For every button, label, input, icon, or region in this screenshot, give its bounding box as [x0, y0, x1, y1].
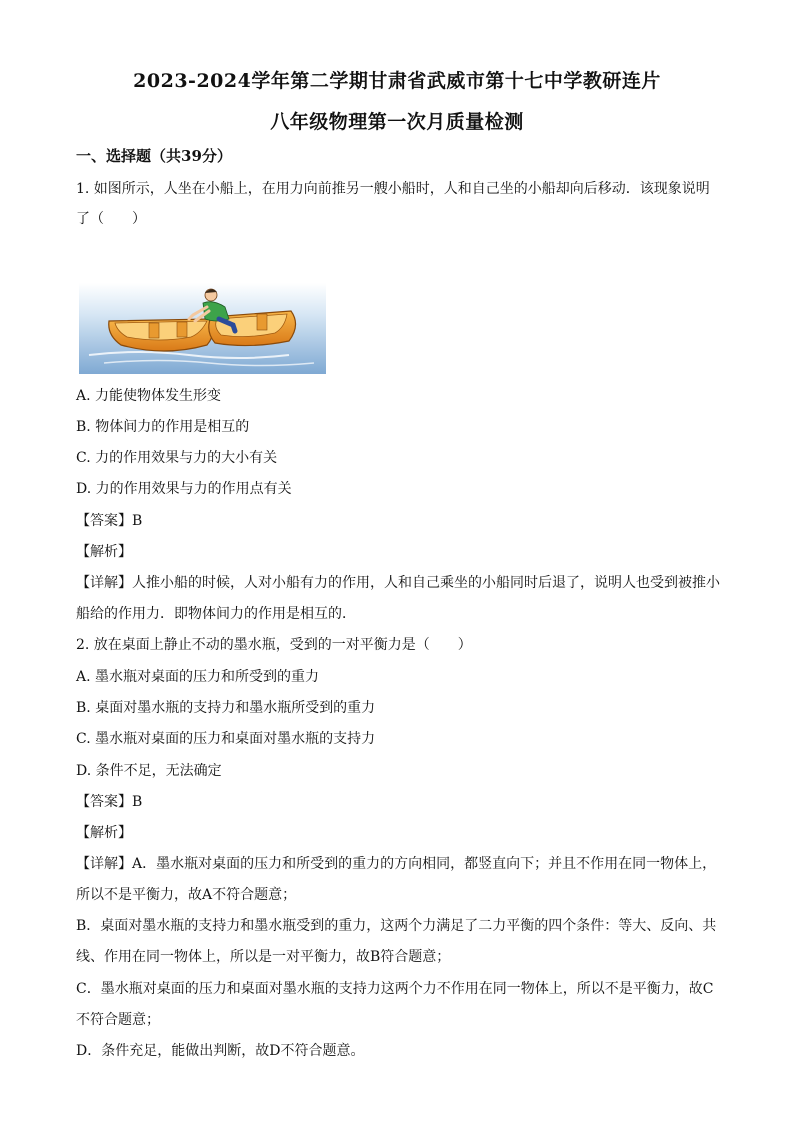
q2-detail-line3: B．桌面对墨水瓶的支持力和墨水瓶受到的重力，这两个力满足了二力平衡的四个条件：等大、反向、共: [76, 918, 717, 934]
q2-option-a: A. 墨水瓶对桌面的压力和所受到的重力: [76, 669, 320, 685]
q2-option-d: D. 条件不足，无法确定: [76, 763, 222, 779]
q2-detail-line2: 所以不是平衡力，故A不符合题意；: [76, 887, 297, 903]
section-heading: 一、选择题（共39分）: [76, 147, 232, 165]
answer-tag: 【答案】: [76, 513, 132, 529]
q2-option-c: C. 墨水瓶对桌面的压力和桌面对墨水瓶的支持力: [76, 731, 376, 747]
q1-analysis-tag: 【解析】: [76, 544, 132, 560]
q2-option-b: B. 桌面对墨水瓶的支持力和墨水瓶所受到的重力: [76, 700, 376, 716]
q1-detail-line2: 船给的作用力．即物体间力的作用是相互的．: [76, 606, 356, 622]
answer-value: B: [132, 794, 143, 810]
q2-detail-line1: [76, 855, 716, 873]
document-title-line2: 八年级物理第一次月质量检测: [270, 111, 524, 133]
q2-answer: [76, 793, 142, 811]
q1-option-b: B. 物体间力的作用是相互的: [76, 419, 250, 435]
answer-tag: 【答案】: [76, 794, 132, 810]
detail-tag: 【详解】: [76, 856, 132, 872]
document-title-line1: 2023-2024学年第二学期甘肃省武威市第十七中学教研连片: [133, 70, 661, 92]
q1-answer: [76, 512, 142, 530]
q2-stem: 2. 放在桌面上静止不动的墨水瓶，受到的一对平衡力是（ ）: [76, 637, 472, 653]
q2-detail-line6: 不符合题意；: [76, 1012, 160, 1028]
q1-option-a: A. 力能使物体发生形变: [76, 388, 222, 404]
q2-detail-line5: C．墨水瓶对桌面的压力和桌面对墨水瓶的支持力这两个力不作用在同一物体上，所以不是平衡力，故C: [76, 981, 714, 997]
q1-stem-line1: 1. 如图所示，人坐在小船上，在用力向前推另一艘小船时，人和自己坐的小船却向后移动．该现象说明: [76, 181, 710, 197]
q2-detail-line4: 线、作用在同一物体上，所以是一对平衡力，故B符合题意；: [76, 949, 451, 965]
detail-tag: 【详解】: [76, 575, 132, 591]
detail-text: 人推小船的时候，人对小船有力的作用，人和自己乘坐的小船同时后退了，说明人也受到被推小: [132, 575, 720, 591]
q1-option-d: D. 力的作用效果与力的作用点有关: [76, 481, 292, 497]
q2-detail-line7: D．条件充足，能做出判断，故D不符合题意。: [76, 1043, 365, 1059]
q1-option-c: C. 力的作用效果与力的大小有关: [76, 450, 278, 466]
q1-detail-line1: [76, 574, 720, 592]
detail-text: A．墨水瓶对桌面的压力和所受到的重力的方向相同，都竖直向下；并且不作用在同一物体上，: [132, 856, 717, 872]
answer-value: B: [132, 513, 143, 529]
q2-analysis-tag: 【解析】: [76, 825, 132, 841]
q1-stem-line2: 了（ ）: [76, 211, 146, 227]
two-boats-person-pushing-illustration: [79, 283, 326, 374]
